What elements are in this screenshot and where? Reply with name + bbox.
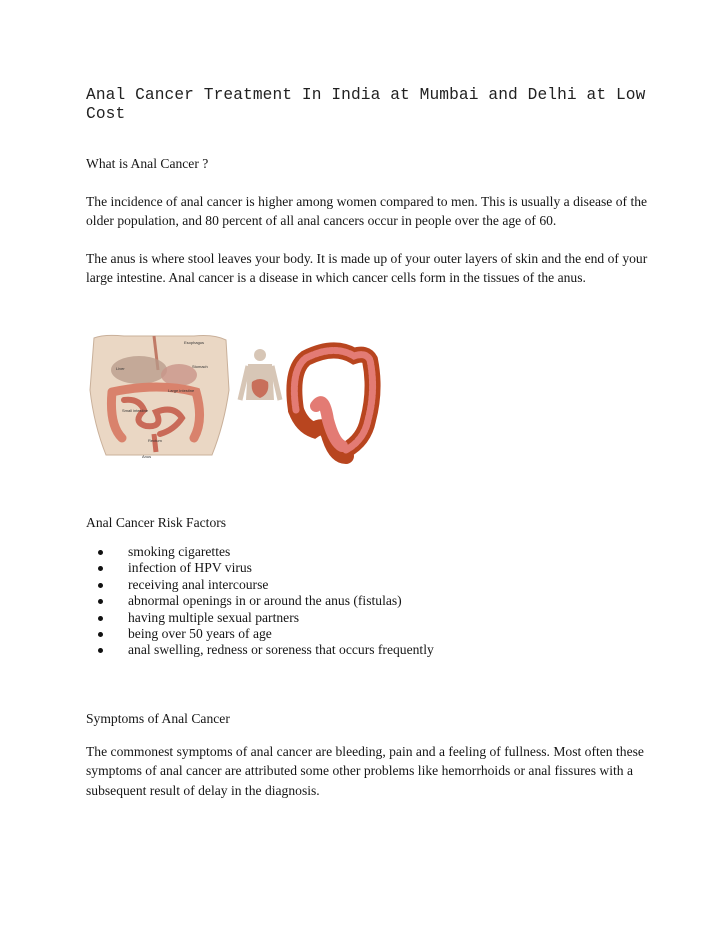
list-item: abnormal openings in or around the anus (fistulas) xyxy=(96,593,434,609)
section-heading-symptoms: Symptoms of Anal Cancer xyxy=(86,711,230,726)
bullet-dot xyxy=(98,616,103,621)
bullet-dot xyxy=(98,648,103,653)
bullet-dot xyxy=(98,566,103,571)
label-anus: Anus xyxy=(142,454,152,459)
document-title: Anal Cancer Treatment In India at Mumbai and Delhi at Low Cost xyxy=(86,86,646,123)
list-item: receiving anal intercourse xyxy=(96,577,434,593)
label-stomach: Stomach xyxy=(192,364,208,369)
anatomy-illustration xyxy=(84,330,384,465)
bullet-dot xyxy=(98,550,103,555)
list-item: smoking cigarettes xyxy=(96,544,434,560)
list-item: being over 50 years of age xyxy=(96,626,434,642)
list-item: having multiple sexual partners xyxy=(96,610,434,626)
bullet-dot xyxy=(98,599,103,604)
bullet-dot xyxy=(98,632,103,637)
bullet-dot xyxy=(98,583,103,588)
torso-digestive-diagram xyxy=(90,335,229,459)
risk-factors-list xyxy=(96,544,434,659)
list-item: anal swelling, redness or soreness that occurs frequently xyxy=(96,642,434,658)
list-item: infection of HPV virus xyxy=(96,560,434,576)
section-heading-risk-factors: Anal Cancer Risk Factors xyxy=(86,515,227,530)
paragraph-symptoms: The commonest symptoms of anal cancer are bleeding, pain and a feeling of fullness. Most often these symptoms of anal cancer are attributed some other problems like hemorrhoids or anal fissures with a subsequent result of delay in the diagnosis. xyxy=(86,744,644,798)
label-rectum: Rectum xyxy=(148,438,162,443)
colon-illustration xyxy=(294,350,372,456)
label-small-intestine: Small intestine xyxy=(122,408,149,413)
small-body-figure xyxy=(240,349,280,400)
paragraph-incidence: The incidence of anal cancer is higher among women compared to men. This is usually a disease of the older population, and 80 percent of all anal cancers occur in people over the age of 60. xyxy=(86,194,648,229)
paragraph-anus-definition: The anus is where stool leaves your body. It is made up of your outer layers of skin and the end of your large intestine. Anal cancer is a disease in which cancer cells form in the tissues of the anus. xyxy=(86,251,648,286)
label-large-intestine: Large intestine xyxy=(168,388,195,393)
label-liver: Liver xyxy=(116,366,125,371)
label-esophagus: Esophagus xyxy=(184,340,205,345)
section-heading-what-is: What is Anal Cancer ? xyxy=(86,156,209,171)
